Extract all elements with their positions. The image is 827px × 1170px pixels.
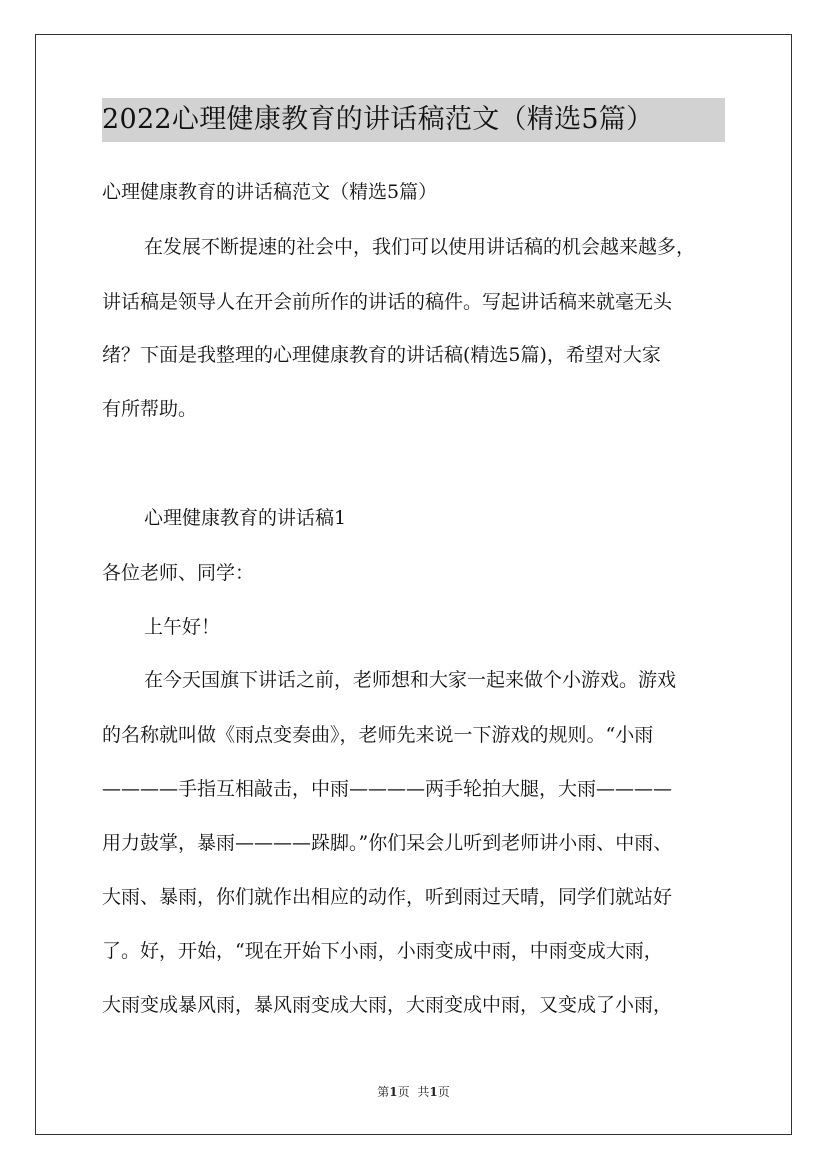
body-line-2: 的名称就叫做《雨点变奏曲》，老师先来说一下游戏的规则。“小雨	[102, 724, 654, 746]
total-prefix: 共	[417, 1085, 430, 1099]
body-line-6: 了。好，开始，“现在开始下小雨，小雨变成中雨，中雨变成大雨，	[102, 940, 663, 962]
page-suffix: 页	[397, 1085, 410, 1099]
intro-line-2: 讲话稿是领导人在开会前所作的讲话的稿件。写起讲话稿来就毫无头	[102, 291, 673, 313]
section-heading: 心理健康教育的讲话稿1	[144, 507, 347, 529]
intro-line-3: 绪？下面是我整理的心理健康教育的讲话稿(精选5篇)，希望对大家	[102, 344, 661, 366]
body-line-4: 用力鼓掌，暴雨————跺脚。”你们呆会儿听到老师讲小雨、中雨、	[102, 832, 673, 854]
document-title: 2022心理健康教育的讲话稿范文（精选5篇）	[102, 98, 725, 142]
intro-line-4: 有所帮助。	[102, 398, 198, 420]
body-line-1: 在今天国旗下讲话之前，老师想和大家一起来做个小游戏。游戏	[144, 669, 677, 691]
greeting: 上午好！	[144, 616, 221, 638]
body-line-3: ————手指互相敲击，中雨————两手轮拍大腿，大雨————	[102, 778, 673, 800]
intro-line-1: 在发展不断提速的社会中，我们可以使用讲话稿的机会越来越多，	[144, 236, 696, 258]
total-pages: 1	[429, 1085, 438, 1099]
body-line-7: 大雨变成暴风雨，暴风雨变成大雨，大雨变成中雨，又变成了小雨，	[102, 994, 673, 1016]
page-prefix: 第	[377, 1085, 390, 1099]
body-line-5: 大雨、暴雨，你们就作出相应的动作，听到雨过天晴，同学们就站好	[102, 886, 673, 908]
salutation: 各位老师、同学：	[102, 562, 255, 584]
page-footer	[0, 1084, 827, 1100]
total-suffix: 页	[437, 1085, 450, 1099]
page-number: 1	[389, 1085, 398, 1099]
document-subtitle: 心理健康教育的讲话稿范文（精选5篇）	[102, 181, 438, 203]
